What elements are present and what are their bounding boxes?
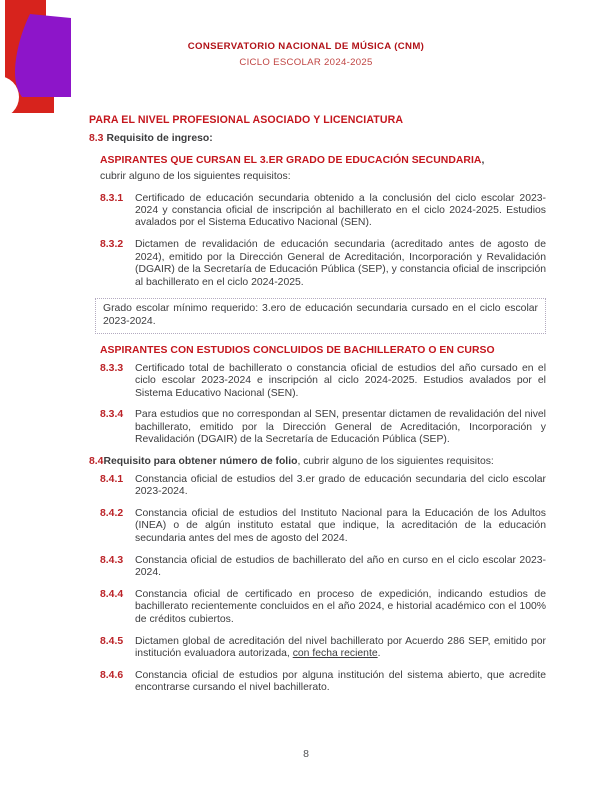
item-number: 8.3.4 [100, 409, 124, 421]
item-text: Dictamen de revalidación de educación secundaria (acreditado antes de agosto de 2024), emitido por la Dirección General de Acreditación, Incorporación y Revalidación (DGAIR) de la Secretaría de Educación Pública (SEP), y constancia oficial de inscripción al bachillerato en el ciclo 2024-2025. [135, 239, 546, 288]
document-body [89, 114, 546, 704]
clause-label: Requisito de ingreso: [106, 133, 213, 145]
minimum-grade-note-box: Grado escolar mínimo requerido: 3.ero de educación secundaria cursado en el ciclo escolar 2023-2024. [95, 298, 546, 334]
section-title: PARA EL NIVEL PROFESIONAL ASOCIADO Y LICENCIATURA [89, 114, 404, 126]
subheading-aspirantes-secundaria [100, 155, 546, 167]
item-8-4-3 [89, 555, 546, 580]
item-text-underlined: con fecha reciente [292, 648, 378, 659]
item-8-3-3 [89, 363, 546, 400]
item-number: 8.3.2 [100, 239, 124, 251]
item-8-4-6 [89, 670, 546, 695]
item-text: Certificado de educación secundaria obtenido a la conclusión del ciclo escolar 2023-2024 y constancia oficial de inscripción al bachillerato en el ciclo 2024-2025. Estudios avalados por el Sistema Educativo Nacional (SEN). [135, 192, 546, 229]
item-text [135, 636, 546, 661]
document-title: CONSERVATORIO NACIONAL DE MÚSICA (CNM) [187, 41, 425, 52]
item-number: 8.4.6 [100, 669, 124, 681]
item-8-4-4 [89, 589, 546, 626]
item-text-after: . [377, 648, 381, 659]
item-8-4-5 [89, 636, 546, 661]
subheading-aspirantes-bachillerato: ASPIRANTES CON ESTUDIOS CONCLUIDOS DE BACHILLERATO O EN CURSO [100, 345, 495, 357]
clause-8-4 [89, 456, 546, 468]
clause-label-rest: , cubrir alguno de los siguientes requisitos: [297, 456, 494, 468]
item-number: 8.3.3 [100, 362, 124, 374]
item-8-3-1 [89, 193, 546, 230]
item-text: Para estudios que no correspondan al SEN, presentar dictamen de revalidación del nivel bachillerato, emitido por la Dirección General de Acreditación, Incorporación y Revalidación (DGAIR) de la Secretaría de Educación Pública (SEP). [135, 409, 546, 446]
item-text: Constancia oficial de estudios por alguna institución del sistema abierto, que acredite encontrarse cursando el nivel bachillerato. [135, 669, 546, 694]
item-text-before: Dictamen global de acreditación del nivel bachillerato por Acuerdo 286 SEP, emitido por institución evaluadora autorizada, [135, 635, 546, 659]
document-subtitle: CICLO ESCOLAR 2024-2025 [239, 57, 373, 68]
item-8-3-4 [89, 409, 546, 446]
item-text: Certificado total de bachillerato o constancia oficial de estudios del año cursado en el ciclo escolar 2023-2024 e inscripción al ciclo 2024-2025. Estudios avalados por el Sistema Educativo Nacional (SEN). [135, 362, 546, 399]
clause-label-bold: Requisito para obtener número de folio [103, 456, 298, 468]
item-text: Constancia oficial de estudios del Instituto Nacional para la Educación de los Adultos (INEA) o de algún instituto estatal que indique, la acreditación de la educación secundaria antes del mes de agosto del 2024. [135, 507, 546, 544]
page-footer [0, 748, 612, 760]
item-8-3-2 [89, 239, 546, 289]
item-8-4-1 [89, 474, 546, 499]
page-header [0, 41, 612, 68]
subheading-comma: , [481, 154, 485, 166]
clause-number: 8.3 [89, 133, 104, 145]
intro-text: cubrir alguno de los siguientes requisitos: [100, 171, 291, 183]
item-text: Constancia oficial de estudios de bachillerato del año en curso en el ciclo escolar 2023-2024. [135, 554, 546, 578]
clause-8-3 [89, 133, 546, 145]
item-text: Constancia oficial de certificado en proceso de expedición, indicando estudios de bachillerato recientemente concluidos en el año 2024, e historial académico con el 100% de créditos cubiertos. [135, 588, 546, 625]
item-text: Constancia oficial de estudios del 3.er grado de educación secundaria del ciclo escolar 2023-2024. [135, 473, 546, 497]
item-number: 8.4.1 [100, 473, 124, 485]
item-number: 8.4.2 [100, 507, 124, 519]
subheading-text: ASPIRANTES QUE CURSAN EL 3.ER GRADO DE EDUCACIÓN SECUNDARIA [100, 154, 482, 166]
page-number: 8 [303, 748, 309, 760]
clause-number: 8.4 [89, 456, 104, 468]
item-number: 8.3.1 [100, 192, 124, 204]
item-number: 8.4.3 [100, 554, 124, 566]
item-8-4-2 [89, 508, 546, 545]
item-number: 8.4.4 [100, 588, 124, 600]
item-number: 8.4.5 [100, 635, 124, 647]
